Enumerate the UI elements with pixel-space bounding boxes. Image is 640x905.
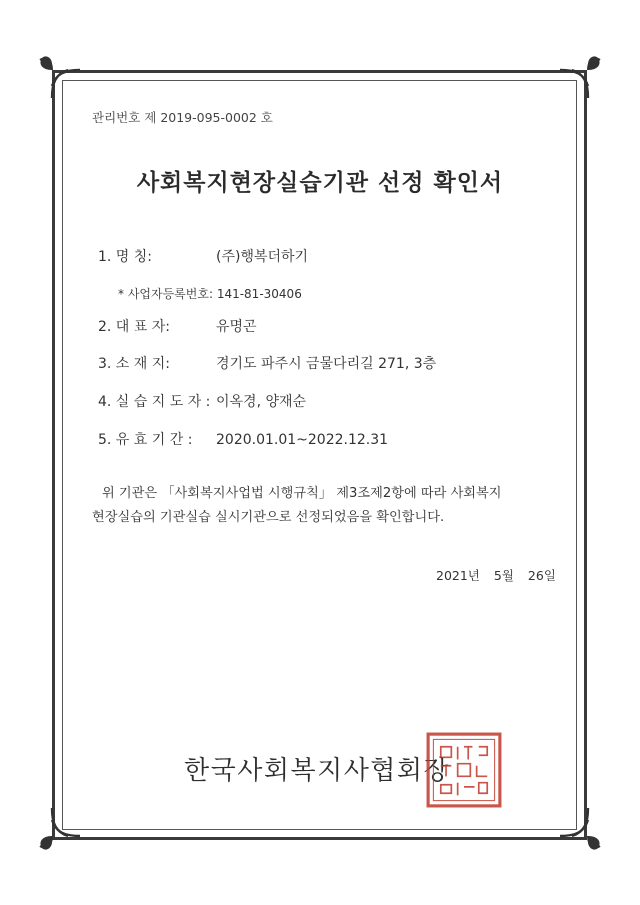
issue-day: 26일 xyxy=(527,568,556,583)
item-name xyxy=(98,246,308,266)
item-label: 1. 명 칭: xyxy=(98,249,153,265)
item-value: 이옥경, 양재순 xyxy=(216,394,307,410)
item-label: 5. 유 효 기 간 : xyxy=(98,432,193,448)
corner-ornament-icon xyxy=(34,806,82,854)
corner-ornament-icon xyxy=(558,52,606,100)
item-label: 3. 소 재 지: xyxy=(98,356,170,372)
document-title: 사회복지현장실습기관 선정 확인서 xyxy=(136,170,504,196)
issuer-name: 한국사회복지사협회장 xyxy=(184,756,451,786)
issue-date xyxy=(436,566,570,584)
item-value: (주)행복더하기 xyxy=(216,249,309,265)
official-seal-icon xyxy=(426,732,502,808)
item-representative xyxy=(98,316,257,336)
corner-ornament-icon xyxy=(34,52,82,100)
issue-year: 2021년 xyxy=(436,568,480,583)
item-value: 2020.01.01~2022.12.31 xyxy=(216,432,389,448)
management-number: 관리번호 제 2019-095-0002 호 xyxy=(92,110,273,125)
item-label: 4. 실 습 지 도 자 : xyxy=(98,394,211,410)
business-registration-number: * 사업자등록번호: 141-81-30406 xyxy=(118,287,302,301)
item-value: 경기도 파주시 금물다리길 271, 3층 xyxy=(216,356,437,372)
item-supervisor xyxy=(98,391,306,411)
statement-line: 위 기관은 「사회복지사업법 시행규칙」 제3조제2항에 따라 사회복지 xyxy=(102,486,502,501)
item-label: 2. 대 표 자: xyxy=(98,319,170,335)
corner-ornament-icon xyxy=(558,806,606,854)
issue-month: 5월 xyxy=(493,568,514,583)
item-address xyxy=(98,353,436,373)
item-value: 유명곤 xyxy=(216,319,257,335)
item-validity-period xyxy=(98,429,388,449)
statement-line: 현장실습의 기관실습 실시기관으로 선정되었음을 확인합니다. xyxy=(92,510,445,525)
statement-paragraph xyxy=(92,482,570,530)
